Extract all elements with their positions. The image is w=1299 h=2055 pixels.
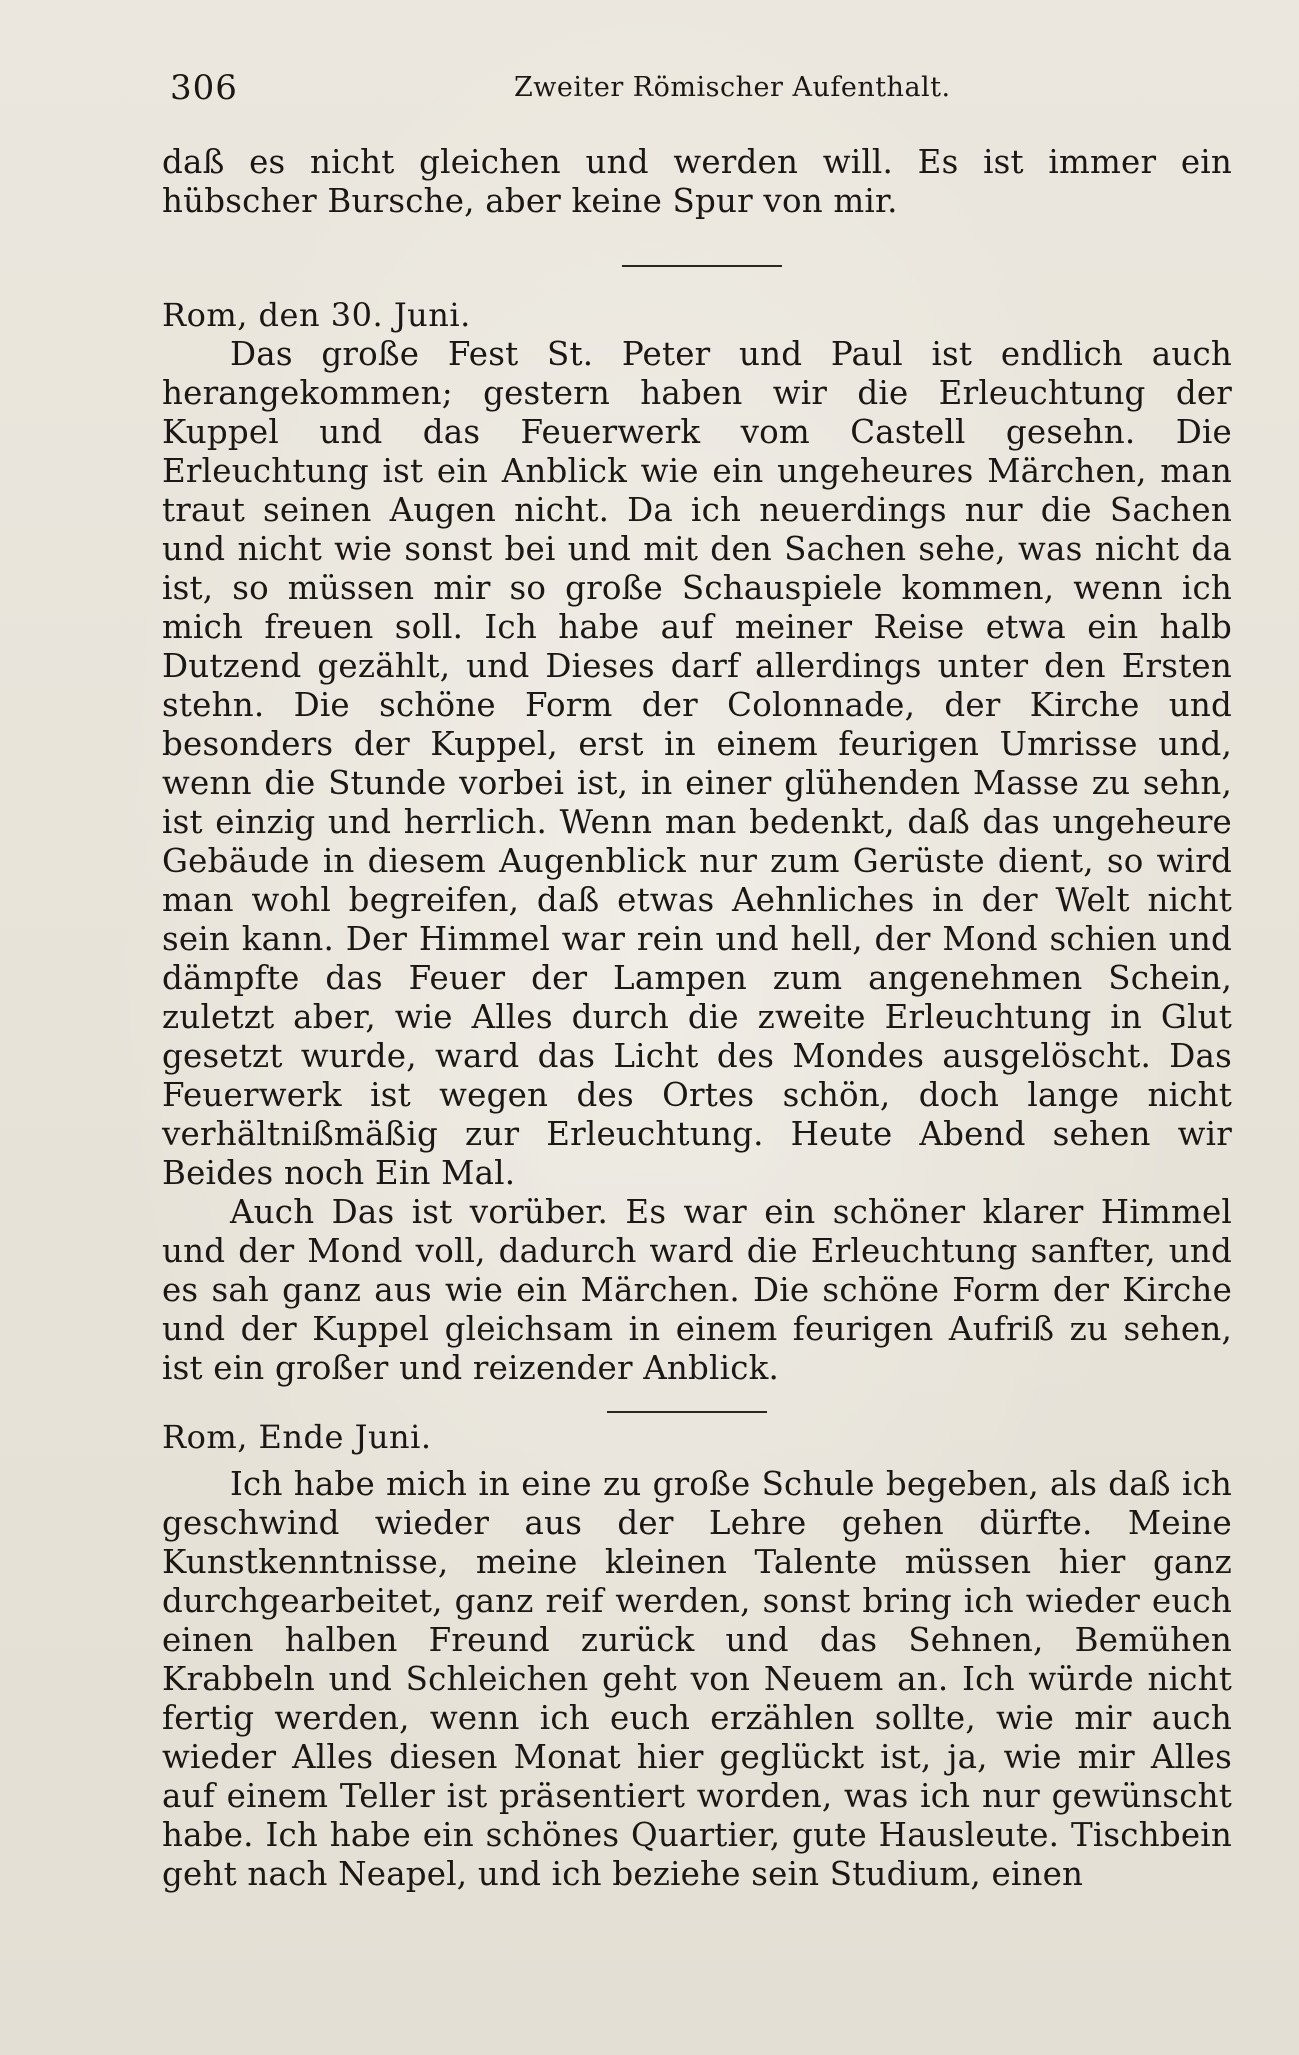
- paragraph-vorueber: Auch Das ist vorüber. Es war ein schöner klarer Himmel und der Mond voll, dadurch ward die Erleuchtung sanfter, und es sah ganz aus wie ein Märchen. Die schöne Form der Kirche und der Kuppel gleichsam in einem feurigen Aufriß zu sehen, ist ein großer und reizender Anblick.: [162, 1193, 1232, 1387]
- page-number: 306: [170, 68, 238, 108]
- dateline-30-june: Rom, den 30. Juni.: [162, 296, 471, 334]
- page-header: [170, 66, 1230, 110]
- letter-30-june: [162, 296, 1232, 1388]
- dateline-end-june: Rom, Ende Juni.: [162, 1418, 432, 1456]
- letter-end-june: [162, 1418, 1232, 1894]
- paragraph-erleuchtung: Das große Fest St. Peter und Paul ist endlich auch herangekommen; gestern haben wir die Erleuchtung der Kuppel und das Feuerwerk vom Castell gesehn. Die Erleuchtung ist ein Anblick wie ein ungeheures Märchen, man traut seinen Augen nicht. Da ich neuerdings nur die Sachen und nicht wie sonst bei und mit den Sachen sehe, was nicht da ist, so müssen mir so große Schauspiele kommen, wenn ich mich freuen soll. Ich habe auf meiner Reise etwa ein halb Dutzend gezählt, und Dieses darf allerdings unter den Ersten stehn. Die schöne Form der Colonnade, der Kirche und besonders der Kuppel, erst in einem feurigen Umrisse und, wenn die Stunde vorbei ist, in einer glühenden Masse zu sehn, ist einzig und herrlich. Wenn man bedenkt, daß das ungeheure Gebäude in diesem Augenblick nur zum Gerüste dient, so wird man wohl begreifen, daß etwas Aehnliches in der Welt nicht sein kann. Der Himmel war rein und hell, der Mond schien und dämpfte das Feuer der Lampen zum angenehmen Schein, zuletzt aber, wie Alles durch die zweite Erleuchtung in Glut gesetzt wurde, ward das Licht des Mondes ausgelöscht. Das Feuerwerk ist wegen des Ortes schön, doch lange nicht verhältnißmäßig zur Erleuchtung. Heute Abend sehen wir Beides noch Ein Mal.: [162, 335, 1232, 1192]
- carryover-text: [162, 143, 1232, 221]
- running-title: Zweiter Römischer Aufenthalt.: [514, 72, 951, 103]
- paragraph-schule: Ich habe mich in eine zu große Schule begeben, als daß ich geschwind wieder aus der Lehre gehen dürfte. Meine Kunstkenntnisse, meine kleinen Talente müssen hier ganz durchgearbeitet, ganz reif werden, sonst bring ich wieder euch einen halben Freund zurück und das Sehnen, Bemühen Krabbeln und Schleichen geht von Neuem an. Ich würde nicht fertig werden, wenn ich euch erzählen sollte, wie mir auch wieder Alles diesen Monat hier geglückt ist, ja, wie mir Alles auf einem Teller ist präsentiert worden, was ich nur gewünscht habe. Ich habe ein schönes Quartier, gute Hausleute. Tischbein geht nach Neapel, und ich beziehe sein Studium, einen: [162, 1465, 1232, 1893]
- section-divider: [622, 265, 782, 267]
- section-divider: [607, 1411, 767, 1413]
- carryover-paragraph: daß es nicht gleichen und werden will. Es ist immer ein hübscher Bursche, aber keine Spur von mir.: [162, 143, 1232, 220]
